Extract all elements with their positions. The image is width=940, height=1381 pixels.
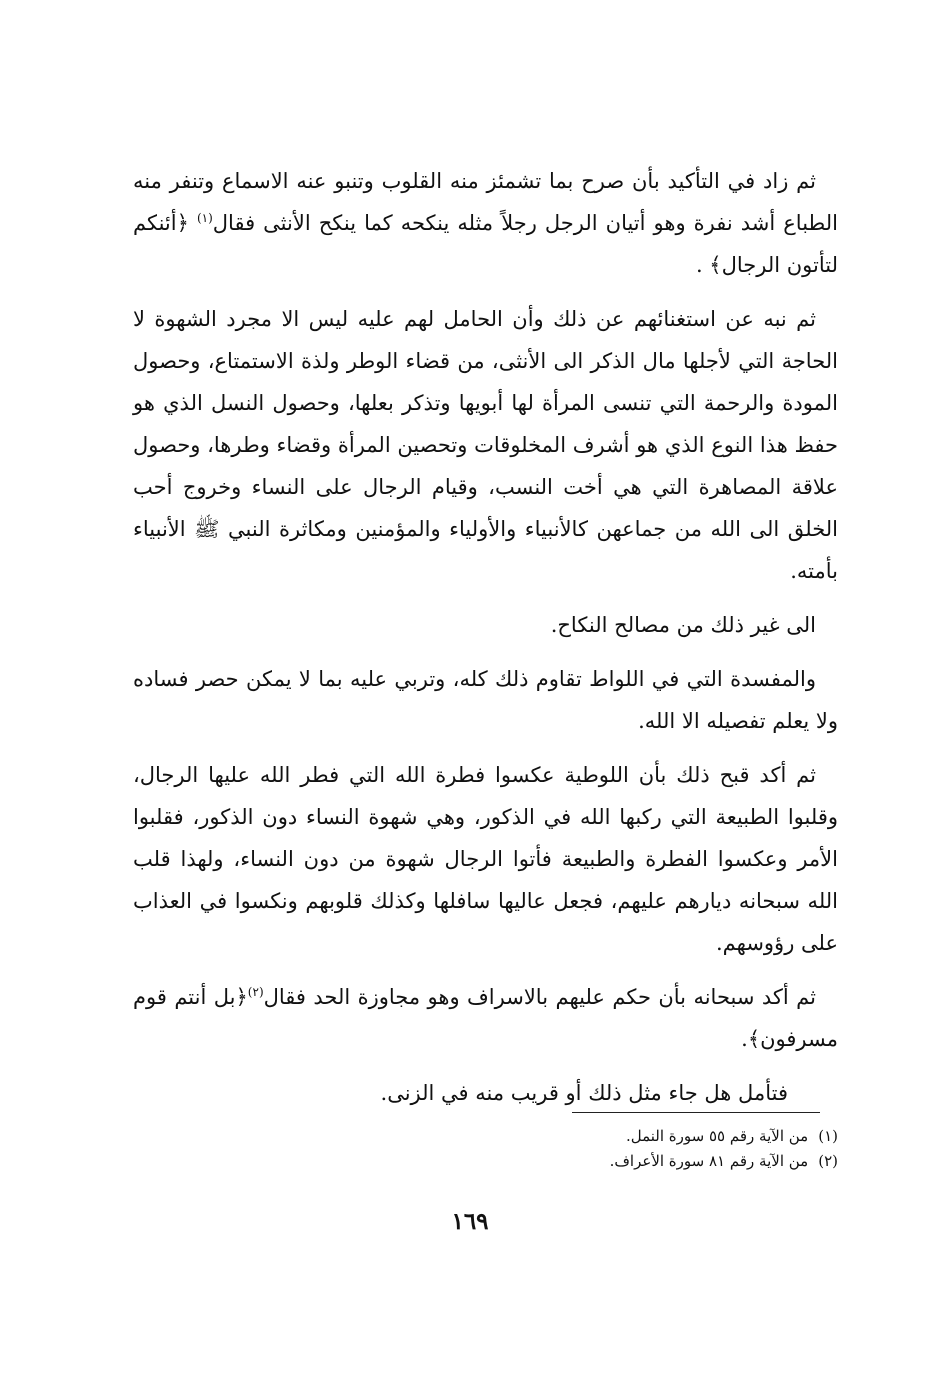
quran-quote-2: ﴿بل أنتم قوم مسرفون﴾.	[133, 985, 838, 1051]
page-number: ١٦٩	[451, 1208, 489, 1235]
paragraph-1-text: ثم زاد في التأكيد بأن صرح بما تشمئز منه القلوب وتنبو عنه الاسماع وتنفر منه الطباع أشد نفرة وهو أتيان الرجل رجلاً مثله ينكحه كما ينكح الأنثى فقال	[133, 169, 838, 235]
quran-quote-1: ﴿أئنكم لتأتون الرجال﴾ .	[133, 211, 838, 277]
paragraph-4: والمفسدة التي في اللواط تقاوم ذلك كله، وتربي عليه بما لا يمكن حصر فساده ولا يعلم تفصيله الا الله.	[133, 667, 838, 733]
footnote-2-text: من الآية رقم ٨١ سورة الأعراف.	[609, 1152, 809, 1170]
footnote-marker-1: (١)	[196, 211, 213, 225]
footnotes	[300, 1124, 838, 1174]
paragraph-1	[133, 160, 838, 286]
footnote-1	[300, 1124, 838, 1149]
footnote-1-text: من الآية رقم ٥٥ سورة النمل.	[625, 1127, 809, 1145]
footnote-2	[300, 1149, 838, 1174]
paragraph-7: فتأمل هل جاء مثل ذلك أو قريب منه في الزنى.	[380, 1081, 788, 1105]
footnote-2-number: (٢)	[818, 1152, 838, 1170]
footnote-marker-2: (٢)	[247, 985, 264, 999]
paragraph-2: ثم نبه عن استغنائهم عن ذلك وأن الحامل لهم عليه ليس الا مجرد الشهوة لا الحاجة التي لأجلها مال الذكر الى الأنثى، من قضاء الوطر ولذة الاستمتاع، وحصول المودة والرحمة التي تنسى المرأة لها أبويها وتذكر بعلها، وحصول النسل الذي هو حفظ هذا النوع الذي هو أشرف المخلوقات وتحصين المرأة وقضاء وطرها، وحصول علاقة المصاهرة التي هي أخت النسب، وقيام الرجال على النساء وخروج أحب الخلق الى الله من جماعهن كالأنبياء والأولياء والمؤمنين ومكاثرة النبي ﷺ الأنبياء بأمته.	[133, 307, 838, 583]
footnote-separator	[572, 1112, 820, 1113]
paragraph-6	[133, 976, 838, 1060]
main-text	[133, 160, 838, 1114]
paragraph-6-text: ثم أكد سبحانه بأن حكم عليهم بالاسراف وهو مجاوزة الحد فقال	[263, 985, 816, 1009]
footnote-1-number: (١)	[818, 1127, 838, 1145]
paragraph-3: الى غير ذلك من مصالح النكاح.	[550, 613, 816, 637]
paragraph-5: ثم أكد قبح ذلك بأن اللوطية عكسوا فطرة الله التي فطر الله عليها الرجال، وقلبوا الطبيعة التي ركبها الله في الذكور، وهي شهوة النساء دون الذكور، فقلبوا الأمر وعكسوا الفطرة والطبيعة فأتوا الرجال شهوة من دون النساء، ولهذا قلب الله سبحانه ديارهم عليهم، فجعل عاليها سافلها وكذلك قلوبهم ونكسوا في العذاب على رؤوسهم.	[133, 763, 838, 955]
